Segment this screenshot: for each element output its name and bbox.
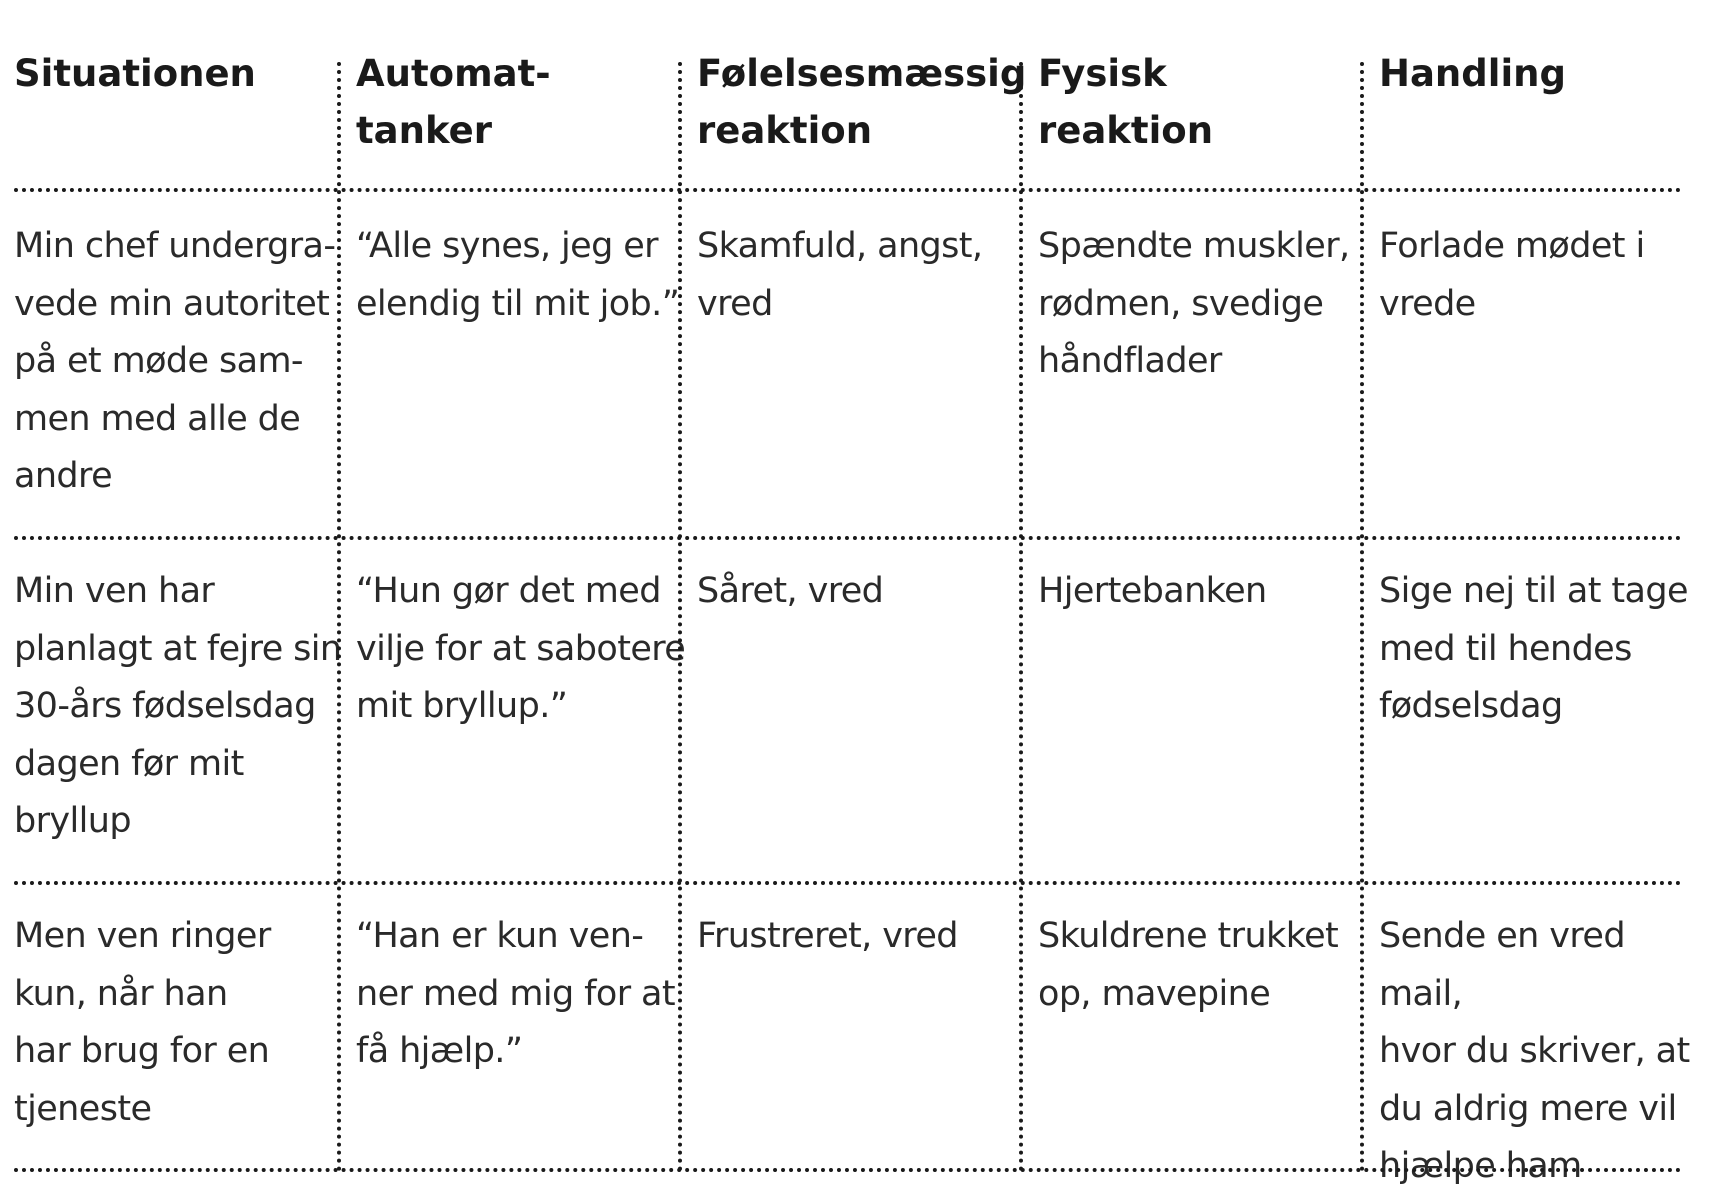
cell-situation: Min chef undergra- vede min autoritet på et møde sam- men med alle de andre <box>14 226 336 496</box>
header-action: Handling <box>1379 52 1566 95</box>
column-divider <box>337 62 341 1172</box>
cell-situation: Men ven ringer kun, når han har brug for en tjeneste <box>14 916 271 1129</box>
cell-automatic-thought: “Alle synes, jeg er elendig til mit job.” <box>356 226 680 324</box>
cell-emotional-reaction: Frustreret, vred <box>697 916 958 956</box>
cell-automatic-thought: “Hun gør det med vilje for at sabotere mit bryllup.” <box>356 571 686 726</box>
column-divider <box>1360 62 1364 1172</box>
column-divider <box>678 62 682 1172</box>
header-situation: Situationen <box>14 52 256 95</box>
cell-automatic-thought: “Han er kun ven- ner med mig for at få hjælp.” <box>356 916 675 1071</box>
cell-physical-reaction: Spændte muskler, rødmen, svedige håndflader <box>1038 226 1350 381</box>
header-physical-reaction: Fysisk reaktion <box>1038 52 1214 152</box>
cell-action: Sige nej til at tage med til hendes fødselsdag <box>1379 571 1688 726</box>
row-divider <box>14 1168 1682 1172</box>
header-automatic-thoughts: Automat- tanker <box>356 52 551 152</box>
column-divider <box>1019 62 1023 1172</box>
row-divider <box>14 536 1682 540</box>
cell-physical-reaction: Skuldrene trukket op, mavepine <box>1038 916 1339 1014</box>
cell-emotional-reaction: Skamfuld, angst, vred <box>697 226 983 324</box>
cell-action: Sende en vred mail, hvor du skriver, at du aldrig mere vil hjælpe ham <box>1379 916 1690 1186</box>
row-divider <box>14 188 1682 192</box>
cell-emotional-reaction: Såret, vred <box>697 571 884 611</box>
cell-situation: Min ven har planlagt at fejre sin 30-års fødselsdag dagen før mit bryllup <box>14 571 342 841</box>
header-emotional-reaction: Følelsesmæssig reaktion <box>697 52 1027 152</box>
row-divider <box>14 881 1682 885</box>
cell-action: Forlade mødet i vrede <box>1379 226 1645 324</box>
cell-physical-reaction: Hjertebanken <box>1038 571 1267 611</box>
